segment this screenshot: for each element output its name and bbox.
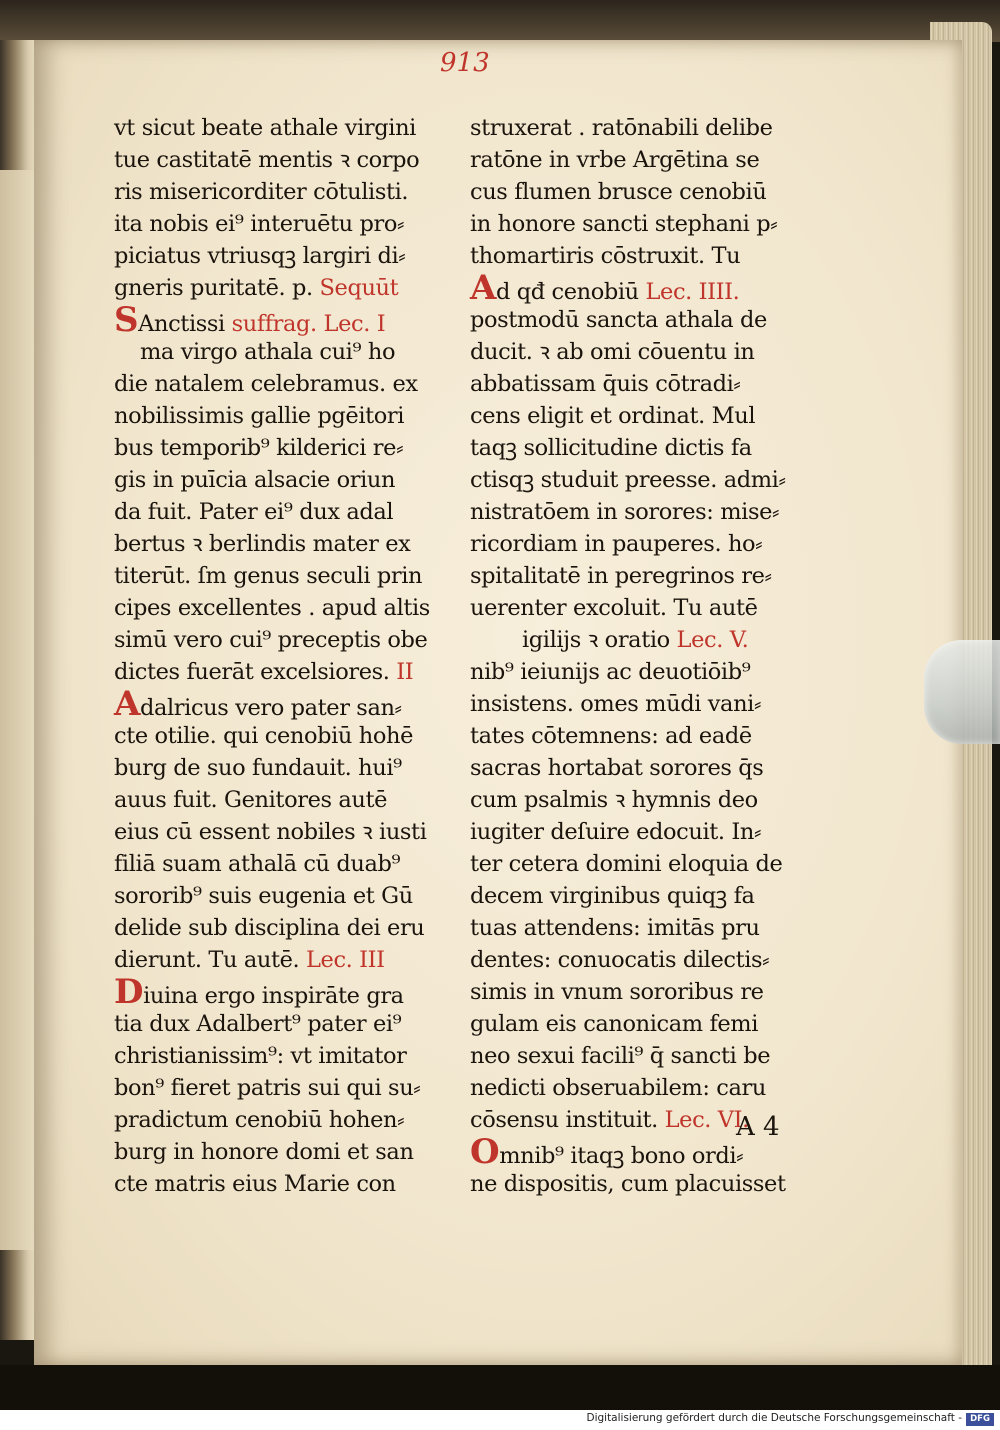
text-line bbox=[470, 208, 815, 240]
facing-page-edge bbox=[0, 170, 37, 1250]
text-column-right bbox=[470, 112, 815, 1200]
line-text: filiā suam athalā cū duab⁹ bbox=[114, 851, 401, 877]
line-text: pradictum cenobiū hohen⸗ bbox=[114, 1107, 405, 1133]
line-text: eius cū essent nobiles ꝛ iusti bbox=[114, 819, 427, 845]
text-line bbox=[114, 972, 459, 1012]
text-line bbox=[470, 592, 815, 624]
line-text: taqꝫ sollicitudine dictis fa bbox=[470, 435, 752, 461]
text-line bbox=[470, 688, 815, 720]
rubric-text: Lec. IIII. bbox=[638, 279, 740, 305]
line-text: igilijs ꝛ oratio bbox=[522, 627, 670, 653]
rubricated-initial: A bbox=[114, 684, 140, 724]
line-text: Anctissi bbox=[138, 311, 225, 337]
text-line bbox=[114, 528, 459, 560]
text-line bbox=[470, 656, 815, 688]
line-text: burg de suo fundauit. hui⁹ bbox=[114, 755, 402, 781]
rubric-text: suffrag. Lec. I bbox=[224, 311, 386, 337]
text-line bbox=[470, 944, 815, 976]
signature-mark: A 4 bbox=[736, 1112, 780, 1142]
line-text: cōsensu instituit. bbox=[470, 1107, 658, 1133]
line-text: nib⁹ ieiunijs ac deuotiōib⁹ bbox=[470, 659, 751, 685]
rubric-text: II bbox=[389, 659, 414, 685]
line-text: gulam eis canonicam femi bbox=[470, 1011, 759, 1037]
text-line bbox=[470, 752, 815, 784]
page-clip bbox=[924, 640, 1000, 744]
rubric-text: Sequūt bbox=[312, 275, 399, 301]
text-line bbox=[470, 1072, 815, 1104]
text-line bbox=[470, 304, 815, 336]
text-line bbox=[114, 496, 459, 528]
line-text: vt sicut beate athale virgini bbox=[114, 115, 416, 141]
line-text: cus flumen brusce cenobiū bbox=[470, 179, 767, 205]
line-text: ne dispositis, cum placuisset bbox=[470, 1171, 786, 1197]
line-text: dictes fuerāt excelsiores. bbox=[114, 659, 390, 685]
line-text: iuina ergo inspirāte gra bbox=[143, 983, 404, 1009]
text-line bbox=[470, 268, 815, 308]
line-text: gis in puīcia alsacie oriun bbox=[114, 467, 396, 493]
line-text: ricordiam in pauperes. ho⸗ bbox=[470, 531, 763, 557]
text-line bbox=[470, 432, 815, 464]
text-line bbox=[470, 464, 815, 496]
text-line bbox=[114, 592, 459, 624]
text-line bbox=[114, 144, 459, 176]
text-line bbox=[470, 976, 815, 1008]
line-text: gneris puritatē. p. bbox=[114, 275, 313, 301]
text-line bbox=[470, 400, 815, 432]
line-text: die natalem celebramus. ex bbox=[114, 371, 418, 397]
text-line bbox=[470, 112, 815, 144]
line-text: titerūt. ſm genus seculi prin bbox=[114, 563, 423, 589]
text-line bbox=[470, 912, 815, 944]
line-text: decem virginibus quiqꝫ fa bbox=[470, 883, 755, 909]
folio-number: 913 bbox=[440, 48, 490, 78]
text-line bbox=[470, 336, 815, 368]
line-text: postmodū sancta athala de bbox=[470, 307, 767, 333]
rubric-text: Lec. VI. bbox=[657, 1107, 749, 1133]
text-line bbox=[114, 784, 459, 816]
credit-text: Digitalisierung gefördert durch die Deutsche Forschungsgemeinschaft - bbox=[586, 1412, 962, 1424]
text-line bbox=[114, 720, 459, 752]
line-text: d qđ cenobiū bbox=[495, 279, 639, 305]
line-text: dalricus vero pater san⸗ bbox=[139, 695, 402, 721]
rubricated-initial: A bbox=[470, 268, 496, 308]
text-line bbox=[470, 720, 815, 752]
text-line bbox=[470, 176, 815, 208]
top-background bbox=[0, 0, 1000, 42]
line-text: dierunt. Tu autē. bbox=[114, 947, 300, 973]
line-text: mnib⁹ itaqꝫ bono ordi⸗ bbox=[499, 1143, 744, 1169]
line-text: simū vero cui⁹ preceptis obe bbox=[114, 627, 428, 653]
text-line bbox=[470, 624, 815, 656]
line-text: spitalitatē in peregrinos re⸗ bbox=[470, 563, 772, 589]
line-text: ris misericorditer cōtulisti. bbox=[114, 179, 409, 205]
text-column-left bbox=[114, 112, 459, 1200]
rubric-text: Lec. V. bbox=[669, 627, 749, 653]
line-text: nedicti obseruabilem: caru bbox=[470, 1075, 766, 1101]
line-text: ctisqꝫ studuit preesse. admi⸗ bbox=[470, 467, 786, 493]
text-line bbox=[114, 880, 459, 912]
line-text: delide sub disciplina dei eru bbox=[114, 915, 425, 941]
text-line bbox=[470, 528, 815, 560]
text-line bbox=[114, 624, 459, 656]
rubricated-initial: D bbox=[114, 972, 144, 1012]
line-text: bon⁹ fieret patris sui qui su⸗ bbox=[114, 1075, 421, 1101]
line-text: ratōne in vrbe Argētina se bbox=[470, 147, 760, 173]
text-line bbox=[470, 1168, 815, 1200]
text-line bbox=[114, 1008, 459, 1040]
text-line bbox=[470, 368, 815, 400]
rubricated-initial: O bbox=[470, 1132, 500, 1172]
line-text: struxerat . ratōnabili delibe bbox=[470, 115, 773, 141]
text-line bbox=[114, 1072, 459, 1104]
text-line bbox=[114, 684, 459, 724]
line-text: tia dux Adalbert⁹ pater ei⁹ bbox=[114, 1011, 402, 1037]
line-text: nobilissimis gallie pgēitori bbox=[114, 403, 405, 429]
text-line bbox=[114, 912, 459, 944]
text-line bbox=[114, 848, 459, 880]
text-line bbox=[114, 656, 459, 688]
text-line bbox=[114, 1104, 459, 1136]
text-line bbox=[114, 240, 459, 272]
text-line bbox=[114, 1136, 459, 1168]
text-line bbox=[114, 752, 459, 784]
text-line bbox=[470, 1040, 815, 1072]
line-text: ducit. ꝛ ab omi cōuentu in bbox=[470, 339, 755, 365]
text-line bbox=[114, 816, 459, 848]
text-line bbox=[114, 272, 459, 304]
credit-bar bbox=[0, 1410, 1000, 1430]
text-line bbox=[470, 816, 815, 848]
line-text: cte matris eius Marie con bbox=[114, 1171, 396, 1197]
line-text: cipes excellentes . apud altis bbox=[114, 595, 430, 621]
text-line bbox=[470, 880, 815, 912]
line-text: bus temporib⁹ kilderici re⸗ bbox=[114, 435, 404, 461]
line-text: neo sexui facili⁹ q̄ sancti be bbox=[470, 1043, 771, 1069]
text-line bbox=[470, 848, 815, 880]
line-text: iugiter deſuire edocuit. In⸗ bbox=[470, 819, 762, 845]
line-text: simis in vnum sororibus re bbox=[470, 979, 764, 1005]
line-text: ter cetera domini eloquia de bbox=[470, 851, 783, 877]
line-text: cum psalmis ꝛ hymnis deo bbox=[470, 787, 758, 813]
line-text: cte otilie. qui cenobiū hohē bbox=[114, 723, 413, 749]
bottom-background bbox=[0, 1365, 1000, 1410]
text-line bbox=[470, 144, 815, 176]
line-text: cens eligit et ordinat. Mul bbox=[470, 403, 756, 429]
text-line bbox=[114, 464, 459, 496]
line-text: auus fuit. Genitores autē bbox=[114, 787, 388, 813]
line-text: sororib⁹ suis eugenia et Gū bbox=[114, 883, 413, 909]
text-line bbox=[114, 1040, 459, 1072]
line-text: da fuit. Pater ei⁹ dux adal bbox=[114, 499, 394, 525]
text-line bbox=[114, 432, 459, 464]
dfg-logo: DFG bbox=[966, 1413, 994, 1426]
line-text: nistratōem in sorores: mise⸗ bbox=[470, 499, 780, 525]
text-line bbox=[114, 112, 459, 144]
line-text: in honore sancti stephani p⸗ bbox=[470, 211, 778, 237]
text-line bbox=[114, 176, 459, 208]
text-line bbox=[470, 560, 815, 592]
rubric-text: Lec. III bbox=[299, 947, 385, 973]
text-line bbox=[114, 1168, 459, 1200]
line-text: sacras hortabat sorores q̄s bbox=[470, 755, 764, 781]
line-text: dentes: conuocatis dilectis⸗ bbox=[470, 947, 770, 973]
line-text: burg in honore domi et san bbox=[114, 1139, 414, 1165]
line-text: bertus ꝛ berlindis mater ex bbox=[114, 531, 411, 557]
line-text: tuas attendens: imitās pru bbox=[470, 915, 760, 941]
line-text: piciatus vtriusqꝫ largiri di⸗ bbox=[114, 243, 406, 269]
text-line bbox=[114, 400, 459, 432]
rubricated-initial: S bbox=[114, 300, 139, 340]
line-text: thomartiris cōstruxit. Tu bbox=[470, 243, 741, 269]
line-text: ma virgo athala cui⁹ ho bbox=[140, 339, 396, 365]
line-text: ita nobis ei⁹ interuētu pro⸗ bbox=[114, 211, 405, 237]
line-text: tue castitatē mentis ꝛ corpo bbox=[114, 147, 420, 173]
text-line bbox=[470, 784, 815, 816]
text-line bbox=[114, 208, 459, 240]
line-text: christianissim⁹: vt imitator bbox=[114, 1043, 407, 1069]
line-text: tates cōtemnens: ad eadē bbox=[470, 723, 752, 749]
text-line bbox=[114, 336, 459, 368]
line-text: uerenter excoluit. Tu autē bbox=[470, 595, 758, 621]
text-line bbox=[470, 240, 815, 272]
line-text: abbatissam q̄uis cōtradi⸗ bbox=[470, 371, 741, 397]
text-line bbox=[114, 944, 459, 976]
text-line bbox=[470, 1008, 815, 1040]
text-line bbox=[470, 496, 815, 528]
text-line bbox=[114, 560, 459, 592]
text-line bbox=[114, 300, 459, 340]
text-line bbox=[114, 368, 459, 400]
line-text: insistens. omes mūdi vani⸗ bbox=[470, 691, 762, 717]
